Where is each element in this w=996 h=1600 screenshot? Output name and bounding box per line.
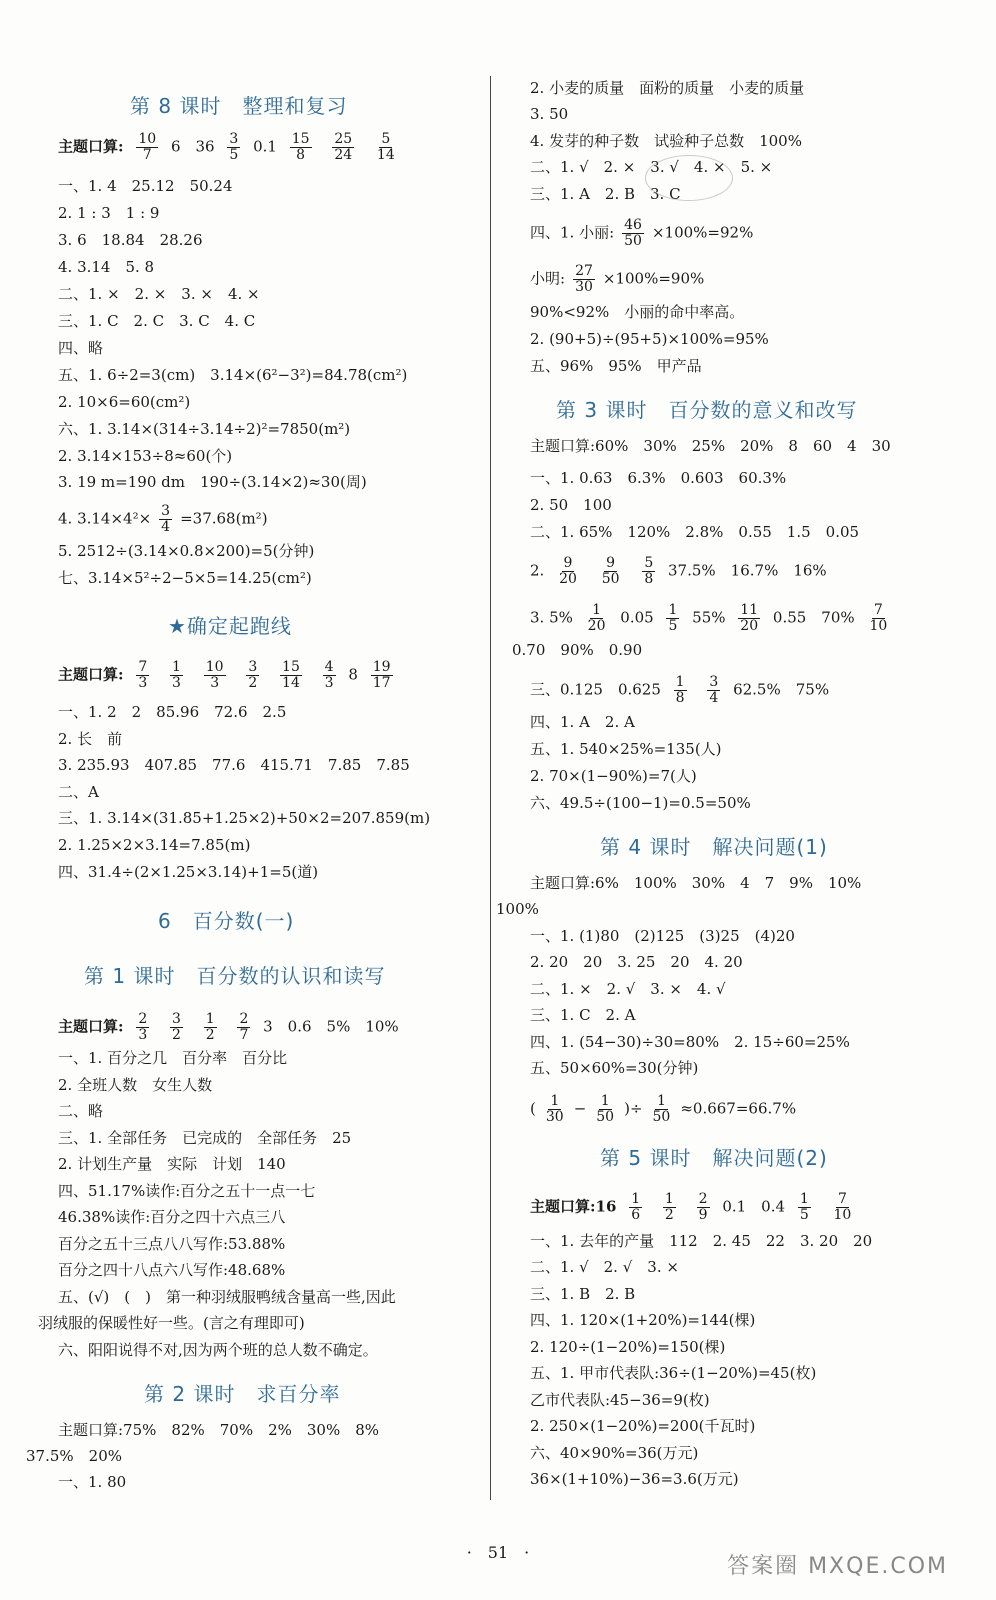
answer-line: 五、1. 540×25%=135(人) (530, 740, 722, 758)
oral-calc-line: 主题口算: $\frac{2}{3}$ $\frac{3}{2}$ $\frac{1}{2}$ $\frac{2}{7}$ 3 0.6 5% 10% (58, 1011, 399, 1043)
lesson-2-heading: 第 2 课时 求百分率 (144, 1382, 341, 1406)
answer-line: 羽绒服的保暖性好一些。(言之有理即可) (38, 1314, 305, 1332)
answer-line: 2. $\frac{9}{20}$ $\frac{9}{50}$ $\frac{5}{8}$ 37.5% 16.7% 16% (530, 555, 827, 587)
watermark-logo: 答案圈 MXQE.COM (727, 1554, 948, 1579)
fraction: $\frac{1}{8}$ (675, 674, 685, 706)
answer-line: 一、1. 2 2 85.96 72.6 2.5 (58, 703, 287, 721)
answer-line: 四、1. 120×(1+20%)=144(棵) (530, 1311, 756, 1329)
oral-calc-line: 37.5% 20% (26, 1447, 122, 1465)
oral-calc-line: 主题口算:6% 100% 30% 4 7 9% 10% (530, 874, 862, 892)
answer-line: 2. 计划生产量 实际 计划 140 (58, 1155, 286, 1173)
fraction: $\frac{2}{9}$ (698, 1191, 708, 1223)
answer-line: 2. 250×(1−20%)=200(千瓦时) (530, 1417, 756, 1435)
oral-calc-line: 主题口算:16 $\frac{1}{6}$ $\frac{1}{2}$ $\frac{2}{9}$ 0.1 0.4 $\frac{1}{5}$ $\frac{7}{10}$ (530, 1191, 852, 1223)
fraction: $\frac{1}{2}$ (205, 1011, 215, 1043)
oral-calc-line: 主题口算:60% 30% 25% 20% 8 60 4 30 (530, 437, 891, 455)
answer-line: 六、49.5÷(100−1)=0.5=50% (530, 794, 751, 812)
answer-line: 三、1. A 2. B 3. C (530, 185, 681, 203)
answer-line: 2. 1 : 3 1 : 9 (58, 204, 160, 222)
lesson-1-heading: 第 1 课时 百分数的认识和读写 (84, 964, 386, 988)
oral-calc-line: 100% (496, 900, 539, 918)
answer-line: 2. 小麦的质量 面粉的质量 小麦的质量 (530, 79, 805, 97)
answer-line: 一、1. 0.63 6.3% 0.603 60.3% (530, 469, 787, 487)
answer-line: 二、1. √ 2. √ 3. × (530, 1258, 679, 1276)
lesson-5-heading: 第 5 课时 解决问题(2) (600, 1146, 828, 1170)
fraction: $\frac{5}{14}$ (376, 131, 395, 163)
column-divider (490, 76, 491, 1500)
fraction: $\frac{7}{3}$ (138, 659, 148, 691)
page-number: · 51 · (466, 1543, 530, 1562)
answer-line: 七、3.14×5²÷2−5×5=14.25(cm²) (58, 569, 312, 587)
answer-line: 五、96% 95% 甲产品 (530, 357, 702, 375)
unit-6-heading: 6 百分数(一) (158, 909, 295, 933)
answer-line: 46.38%读作:百分之四十六点三八 (58, 1208, 286, 1226)
fraction: $\frac{1}{2}$ (664, 1191, 674, 1223)
answer-line: 百分之五十三点八八写作:53.88% (58, 1235, 286, 1253)
answer-line: 2. 长 前 (58, 730, 123, 748)
answer-line: 2. 全班人数 女生人数 (58, 1076, 213, 1094)
answer-line: 二、1. × 2. √ 3. × 4. √ (530, 980, 726, 998)
answer-line: 百分之四十八点六八写作:48.68% (58, 1261, 286, 1279)
answer-line: 二、A (58, 783, 99, 801)
fraction: $\frac{7}{10}$ (833, 1191, 852, 1223)
lesson-3-heading: 第 3 课时 百分数的意义和改写 (556, 398, 858, 422)
answer-line: 五、1. 甲市代表队:36÷(1−20%)=45(枚) (530, 1364, 817, 1382)
answer-line: 四、略 (58, 339, 104, 357)
start-line-heading: ★确定起跑线 (168, 614, 292, 638)
answer-line: 五、50×60%=30(分钟) (530, 1059, 699, 1077)
fraction: $\frac{10}{3}$ (205, 659, 224, 691)
fraction: $\frac{1}{5}$ (668, 602, 678, 634)
answer-line: 3. 235.93 407.85 77.6 415.71 7.85 7.85 (58, 756, 410, 774)
answer-line: 小明: $\frac{27}{30}$ ×100%=90% (530, 263, 705, 295)
fraction: $\frac{1}{6}$ (631, 1191, 641, 1223)
answer-line: 二、1. 65% 120% 2.8% 0.55 1.5 0.05 (530, 523, 860, 541)
fraction: $\frac{3}{4}$ (161, 503, 171, 535)
fraction: $\frac{10}{7}$ (138, 131, 157, 163)
answer-line: 六、1. 3.14×(314÷3.14÷2)²=7850(m²) (58, 420, 351, 438)
answer-line: 3. 6 18.84 28.26 (58, 231, 203, 249)
fraction: $\frac{25}{24}$ (334, 131, 353, 163)
oral-calc-line: 主题口算:75% 82% 70% 2% 30% 8% (58, 1421, 380, 1439)
fraction: $\frac{9}{50}$ (601, 555, 620, 587)
answer-line: 2. 10×6=60(cm²) (58, 393, 191, 411)
answer-line: 五、1. 6÷2=3(cm) 3.14×(6²−3²)=84.78(cm²) (58, 366, 408, 384)
fraction: $\frac{1}{20}$ (587, 602, 606, 634)
answer-line: 六、阳阳说得不对,因为两个班的总人数不确定。 (58, 1341, 378, 1359)
answer-line: 2. (90+5)÷(95+5)×100%=95% (530, 330, 769, 348)
answer-line: 二、1. × 2. × 3. × 4. × (58, 285, 260, 303)
answer-line: 4. 发芽的种子数 试验种子总数 100% (530, 132, 802, 150)
answer-line: 三、1. C 2. C 3. C 4. C (58, 312, 256, 330)
fraction: $\frac{19}{17}$ (372, 659, 391, 691)
fraction: $\frac{15}{14}$ (282, 659, 300, 691)
answer-line: 三、1. B 2. B (530, 1285, 636, 1303)
answer-line: 三、1. 3.14×(31.85+1.25×2)+50×2=207.859(m) (58, 809, 431, 827)
fraction: $\frac{3}{2}$ (248, 659, 258, 691)
answer-line: 二、略 (58, 1102, 104, 1120)
fraction: $\frac{2}{3}$ (138, 1011, 148, 1043)
fraction: $\frac{46}{50}$ (624, 217, 642, 249)
answer-line: 36×(1+10%)−36=3.6(万元) (530, 1470, 739, 1488)
fraction: $\frac{27}{30}$ (575, 263, 593, 295)
fraction: $\frac{3}{2}$ (172, 1011, 181, 1043)
fraction: $\frac{7}{10}$ (869, 602, 888, 634)
answer-line: 四、1. A 2. A (530, 713, 635, 731)
answer-line: 3. 5% $\frac{1}{20}$ 0.05 $\frac{1}{5}$ 55% $\frac{11}{20}$ 0.55 70% $\frac{7}{10}$ (530, 602, 888, 634)
answer-line: 三、1. C 2. A (530, 1006, 636, 1024)
answer-line: 2. 1.25×2×3.14=7.85(m) (58, 836, 251, 854)
answer-line: 2. 70×(1−90%)=7(人) (530, 767, 697, 785)
fraction: $\frac{1}{3}$ (172, 659, 181, 691)
answer-line: 一、1. (1)80 (2)125 (3)25 (4)20 (530, 927, 795, 945)
answer-line: 四、1. (54−30)÷30=80% 2. 15÷60=25% (530, 1033, 850, 1051)
answer-line: 四、51.17%读作:百分之五十一点一七 (58, 1182, 316, 1200)
fraction: $\frac{1}{5}$ (799, 1191, 809, 1223)
answer-line: 0.70 90% 0.90 (512, 641, 643, 659)
fraction: $\frac{11}{20}$ (740, 602, 759, 634)
answer-line: ( $\frac{1}{30}$ − $\frac{1}{50}$ )÷ $\frac{1}{50}$ ≈0.667=66.7% (530, 1093, 797, 1125)
faded-stamp-icon (645, 155, 733, 201)
answer-line: 2. 3.14×153÷8≈60(个) (58, 447, 233, 465)
lesson-4-heading: 第 4 课时 解决问题(1) (600, 835, 828, 859)
answer-line: 五、(√) ( ) 第一种羽绒服鸭绒含量高一些,因此 (58, 1288, 396, 1306)
answer-line: 2. 20 20 3. 25 20 4. 20 (530, 953, 743, 971)
fraction: $\frac{1}{50}$ (596, 1093, 615, 1125)
answer-line: 4. 3.14×4²× $\frac{3}{4}$ =37.68(m²) (58, 503, 268, 535)
oral-calc-line: 主题口算: $\frac{7}{3}$ $\frac{1}{3}$ $\frac{10}{3}$ $\frac{3}{2}$ $\frac{15}{14}$ $\frac{4}{3}$ 8 $\frac{19}{17}$ (58, 659, 391, 691)
fraction: $\frac{4}{3}$ (324, 659, 334, 691)
fraction: $\frac{9}{20}$ (559, 555, 577, 587)
lesson-8-heading: 第 8 课时 整理和复习 (130, 94, 348, 118)
answer-line: 3. 50 (530, 105, 569, 123)
answer-line: 四、1. 小丽: $\frac{46}{50}$ ×100%=92% (530, 217, 754, 249)
answer-line: 一、1. 百分之几 百分率 百分比 (58, 1049, 288, 1067)
answer-line: 2. 120÷(1−20%)=150(棵) (530, 1338, 726, 1356)
answer-line: 3. 19 m=190 dm 190÷(3.14×2)≈30(周) (58, 473, 367, 491)
answer-line: 二、1. √ 2. × 3. √ 4. × 5. × (530, 158, 773, 176)
answer-line: 四、31.4÷(2×1.25×3.14)+1=5(道) (58, 863, 319, 881)
fraction: $\frac{15}{8}$ (291, 131, 310, 163)
fraction: $\frac{3}{4}$ (709, 674, 719, 706)
answer-line: 一、1. 80 (58, 1473, 127, 1491)
answer-line: 一、1. 去年的产量 112 2. 45 22 3. 20 20 (530, 1232, 873, 1250)
fraction: $\frac{1}{50}$ (652, 1093, 671, 1125)
answer-line: 90%<92% 小丽的命中率高。 (530, 303, 745, 321)
answer-line: 六、40×90%=36(万元) (530, 1444, 699, 1462)
answer-line: 2. 50 100 (530, 496, 612, 514)
answer-line: 三、0.125 0.625 $\frac{1}{8}$ $\frac{3}{4}$ 62.5% 75% (530, 674, 830, 706)
answer-line: 三、1. 全部任务 已完成的 全部任务 25 (58, 1129, 352, 1147)
fraction: $\frac{1}{30}$ (545, 1093, 564, 1125)
answer-line: 4. 3.14 5. 8 (58, 258, 155, 276)
answer-line: 5. 2512÷(3.14×0.8×200)=5(分钟) (58, 542, 315, 560)
fraction: $\frac{2}{7}$ (239, 1011, 249, 1043)
fraction: $\frac{5}{8}$ (644, 555, 654, 587)
fraction: $\frac{3}{5}$ (229, 131, 239, 163)
answer-line: 乙市代表队:45−36=9(枚) (530, 1391, 710, 1409)
oral-calc-line: 主题口算: $\frac{10}{7}$ 6 36 $\frac{3}{5}$ 0.1 $\frac{15}{8}$ $\frac{25}{24}$ $\frac{5}{14}$ (58, 131, 395, 163)
answer-line: 一、1. 4 25.12 50.24 (58, 177, 233, 195)
